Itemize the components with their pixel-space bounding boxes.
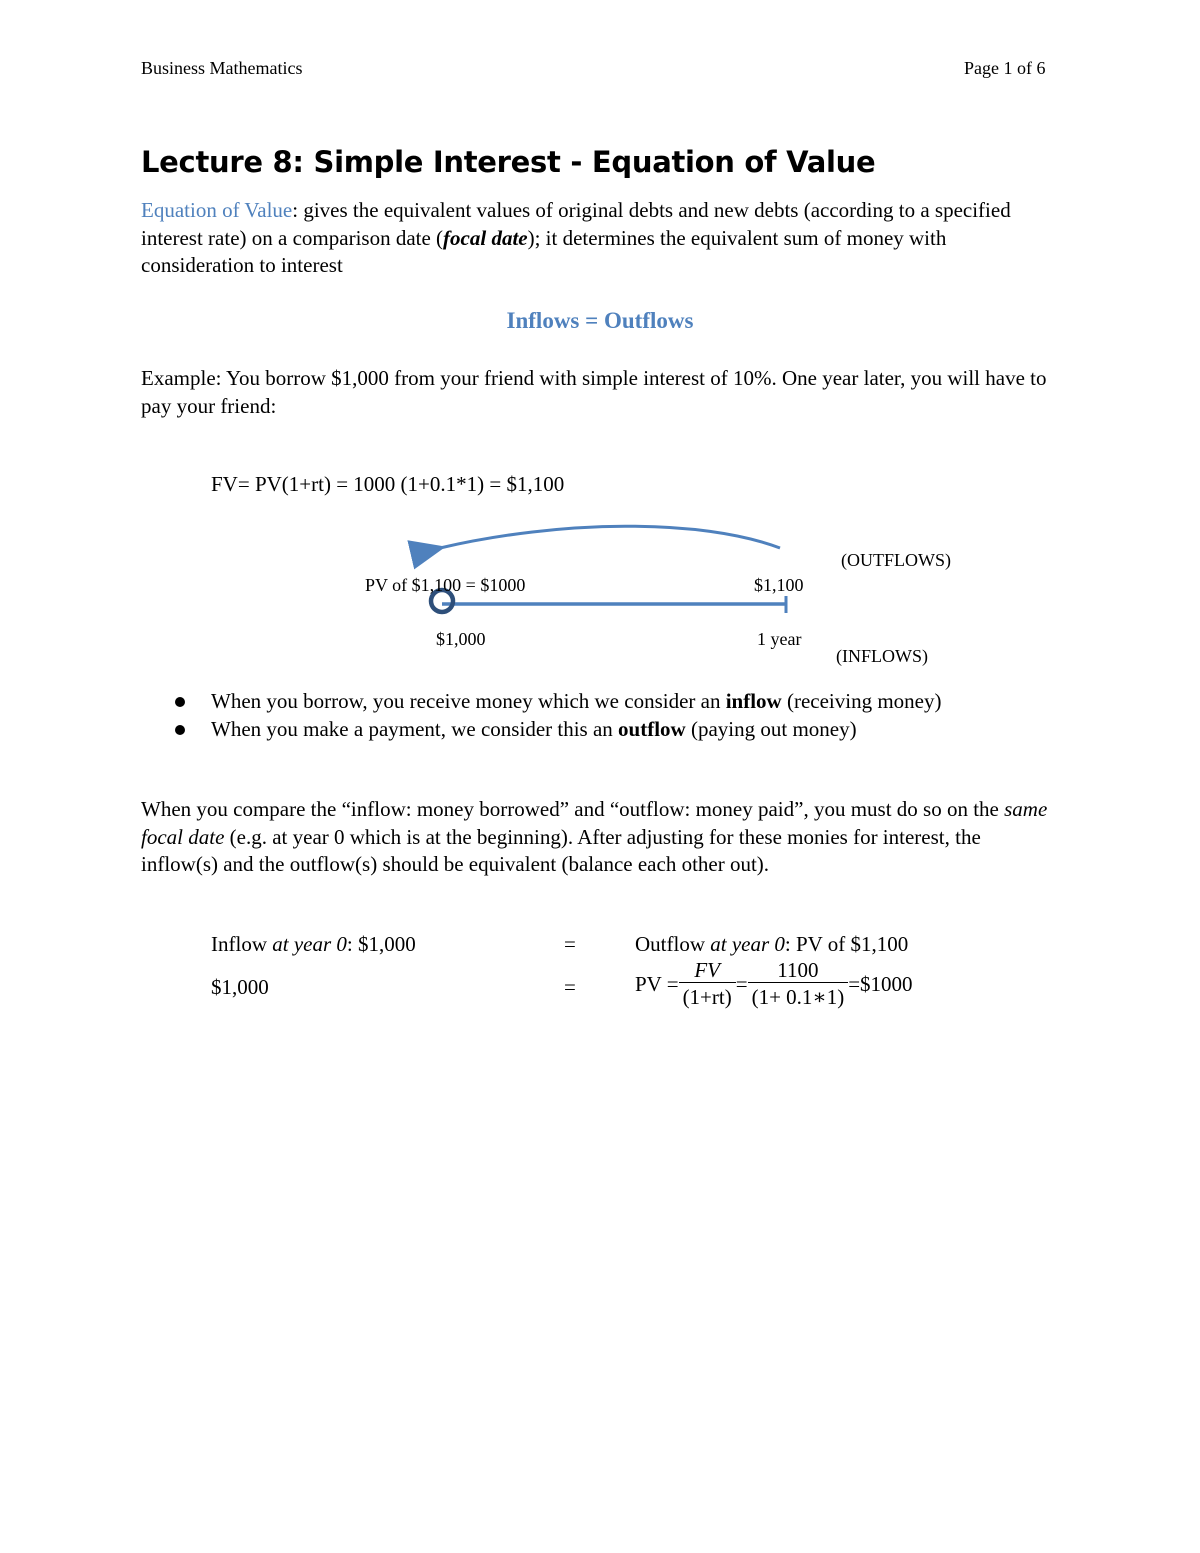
pv-formula: PV = $\frac{FV}{(1+rt)}$ = $\frac{1100}{(1+ 0.1∗1)}$ =$1000 [635,958,913,1009]
definition-text-2: ); it determines the equivalent sum of money with consideration to interest [141,225,947,277]
bullet-icon [175,697,185,707]
focal-date-term: focal date [443,225,528,250]
pv-label: PV of $1,100 = $1000 [365,575,526,595]
outflows-label: (OUTFLOWS) [841,550,951,570]
fraction-values: $\frac{1100}{(1+ 0.1∗1)}$ [748,958,849,1011]
definition-term: Equation of Value [141,198,293,222]
inflow-equation: Inflow at year 0: $1,000 [211,932,416,956]
same-focal-date-term: same focal date [141,797,1048,849]
fv-formula: FV= PV(1+rt) = 1000 (1+0.1*1) = $1,100 [211,472,565,496]
course-header: Business Mathematics [141,58,303,78]
timeline-diagram [0,0,1200,700]
bullet-icon [175,725,185,735]
bullet-list [141,688,942,743]
list-item: When you make a payment, we consider this an outflow (paying out money) [141,716,942,744]
inflow-amount: $1,000 [211,975,269,999]
start-amount-label: $1,000 [436,629,486,649]
inflows-label: (INFLOWS) [836,646,928,666]
page-number: Page 1 of 6 [964,58,1046,78]
pv-result: =$1000 [848,972,913,996]
end-time-label: 1 year [757,629,802,649]
equals-sign: = [564,975,576,999]
equals-sign: = [564,932,576,956]
fraction-fv: $\frac{FV}{(1+rt)}$ [679,958,736,1011]
list-item: When you borrow, you receive money which we consider an inflow (receiving money) [141,688,942,716]
discount-arrow [440,526,780,548]
definition-text-1: : gives the equivalent values of original debts and new debts (according to a specified interest rate) on a comparison date ( [141,198,1011,250]
lecture-title: Lecture 8: Simple Interest - Equation of Value [141,145,876,179]
example-paragraph: Example: You borrow $1,000 from your friend with simple interest of 10%. One year later, you will have to pay your friend: [141,366,1047,418]
pv-label-text: PV = [635,972,679,996]
principle-heading: Inflows = Outflows [506,308,694,333]
fv-label: $1,100 [754,575,804,595]
comparison-paragraph: When you compare the “inflow: money borrowed” and “outflow: money paid”, you must do so on the same focal date (e.g. at year 0 which is at the beginning). After adjusting for these monies for interest, the inflow(s) and the outflow(s) should be equivalent (balance each other out). [141,797,1048,876]
outflow-equation: Outflow at year 0: PV of $1,100 [635,932,909,956]
